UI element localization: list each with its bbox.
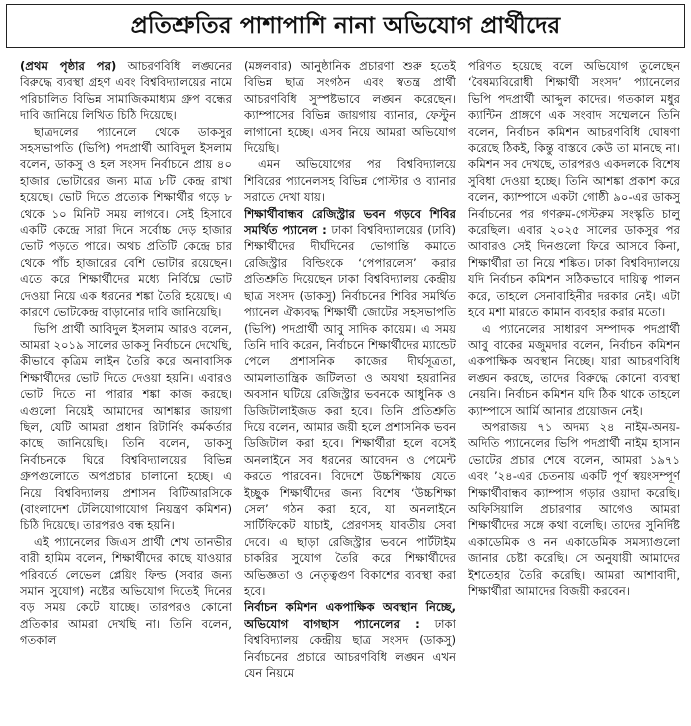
column-1	[20, 58, 232, 722]
paragraph	[244, 206, 456, 600]
paragraph-text: আচরণবিধি লঙ্ঘনের বিরুদ্ধে ব্যবস্থা গ্রহণ এবং বিশ্ববিদ্যালয়ের নামে পরিচালিত বিভিন্ন সামাজিকমাধ্যম গ্রুপ বন্ধের দাবি জানিয়ে লিখিত চিঠি দিয়েছে।	[20, 59, 232, 123]
subheading: শিক্ষার্থীবান্ধব রেজিস্ট্রার ভবন গড়বে শিবির সমর্থিত প্যানেল :	[244, 206, 456, 238]
paragraph	[244, 599, 456, 681]
paragraph: পরিণত হয়েছে বলে অভিযোগ তুলেছেন ‘বৈষম্যবিরোধী শিক্ষার্থী সংসদ’ প্যানেলের ভিপি পদপ্রার্থী আব্দুল কাদের। গতকাল মধুর ক্যান্টিন প্রাঙ্গণে এক সংবাদ সম্মেলনে তিনি বলেন, নির্বাচন কমিশন আচরণবিধি ঘোষণা করেছে ঠিকই, কিন্তু বাস্তবে কেউ তা মানছে না। কমিশন সব দেখছে, তারপরও একদলকে বিশেষ সুবিধা দেওয়া হচ্ছে। তিনি আশঙ্কা প্রকাশ করে বলেন, ক্যাম্পাসে একটা গোষ্ঠী ৯০-এর ডাকসু নির্বাচনের পর গণরুম-গেস্টরুম সংস্কৃতি চালু করেছিল। এবার ২০২৫ সালের ডাকসুর পর আবারও সেই দিনগুলো ফিরে আসবে কিনা, শিক্ষার্থীরা তা নিয়ে শঙ্কিত। ঢাকা বিশ্ববিদ্যালয়ে যদি নির্বাচন কমিশন সঠিকভাবে দায়িত্ব পালন করে, তাহলে সেনাবাহিনীর দরকার নেই। এটা হবে মশা মারতে কামান ব্যবহার করার মতো।	[468, 59, 680, 320]
continuation-lead: (প্রথম পৃষ্ঠার পর)	[20, 59, 117, 73]
column-2	[244, 58, 456, 722]
headline: প্রতিশ্রুতির পাশাপাশি নানা অভিযোগ প্রার্থীদের	[6, 4, 685, 48]
paragraph-text: ঢাকা বিশ্ববিদ্যালয় কেন্দ্রীয় ছাত্র সংসদ (ডাকসু) নির্বাচনের প্রচারে আচরণবিধি লঙ্ঘন এখন যেন নিয়মে	[244, 616, 456, 681]
paragraph: এমন অভিযোগের পর বিশ্ববিদ্যালয়ে শিবিরের প্যানেলসহ বিভিন্ন পোস্টার ও ব্যানার সরাতে দেখা যায়।	[244, 157, 456, 205]
paragraph: অপরাজয় ৭১ অদম্য ২৪ নাইম-অনয়-অদিতি প্যানেলের ভিপি পদপ্রার্থী নাইম হাসান ভোটের প্রচার শেষে বলেন, আমরা ১৯৭১ এবং ’২৪-এর চেতনায় একটি পূর্ণ স্বয়ংসম্পূর্ণ শিক্ষার্থীবান্ধব ক্যাম্পাস গড়ার ওয়াদা করেছি। অফিসিয়ালি প্রচারণার আগেও আমরা শিক্ষার্থীদের সঙ্গে কথা বলেছি। তাদের সুনির্দিষ্ট একাডেমিক ও নন একাডেমিক সমস্যাগুলো জানার চেষ্টা করেছি। সে অনুযায়ী আমাদের ইশতেহার তৈরি করেছি। আমরা আশাবাদী, শিক্ষার্থীরা আমাদের বিজয়ী করবেন।	[468, 419, 680, 598]
paragraph: ছাত্রদলের প্যানেলে থেকে ডাকসুর সহসভাপতি (ভিপি) পদপ্রার্থী আবিদুল ইসলাম বলেন, ডাকসু ও হল সংসদ নির্বাচনে প্রায় ৪০ হাজার ভোটারের জন্য মাত্র ৮টি কেন্দ্র রাখা হয়েছে। ভোট দিতে প্রত্যেক শিক্ষার্থীর গড়ে ৮ থেকে ১০ মিনিট সময় লাগবে। সেই হিসাবে একটি কেন্দ্রে সারা দিনে সর্বোচ্চ দেড় হাজার ভোট পড়তে পারে। অথচ প্রতিটি কেন্দ্রে চার থেকে পাঁচ হাজারের বেশি ভোটার রয়েছেন। এতে করে শিক্ষার্থীদের মধ্যে নির্বিঘ্নে ভোট দেওয়া নিয়ে এক ধরনের শঙ্কা তৈরি হয়েছে। এ কারণে ভোটকেন্দ্র বাড়ানোর দাবি জানিয়েছি।	[20, 124, 232, 320]
article-columns	[20, 58, 680, 722]
column-3	[468, 58, 680, 722]
subheading: নির্বাচন কমিশন একপাক্ষিক অবস্থান নিচ্ছে, অভিযোগ বাগছাস প্যানেলের :	[244, 600, 456, 631]
paragraph: ভিপি প্রার্থী আবিদুল ইসলাম আরও বলেন, আমরা ২০১৯ সালের ডাকসু নির্বাচনে দেখেছি, কীভাবে কৃত্রিম লাইন তৈরি করে অনাবাসিক শিক্ষার্থীদের ভোট দিতে দেওয়া হয়নি। এবারও ভোট দিতে না পারার শঙ্কা কাজ করছে। এগুলো নিয়েই আমাদের আশঙ্কার জায়গা ছিল, যেটি আমরা প্রধান রিটার্নিং কর্মকর্তার কাছে জানিয়েছি। তিনি বলেন, ডাকসু নির্বাচনকে ঘিরে বিশ্ববিদ্যালয়ের বিভিন্ন গ্রুপগুলোতে অপপ্রচার চালানো হচ্ছে। এ নিয়ে বিশ্ববিদ্যালয় প্রশাসন বিটিআরসিকে (বাংলাদেশ টেলিযোগাযোগ নিয়ন্ত্রণ কমিশন) চিঠি দিয়েছে। তারপরও বন্ধ হয়নি।	[20, 321, 232, 533]
paragraph	[20, 58, 232, 124]
paragraph-text: ঢাকা বিশ্ববিদ্যালয়ের (ঢাবি) শিক্ষার্থীদের দীর্ঘদিনের ভোগান্তি কমাতে রেজিস্ট্রার বিল্ডিংকে ‘পেপারলেস’ করার প্রতিশ্রুতি দিয়েছেন ঢাকা বিশ্ববিদ্যালয় কেন্দ্রীয় ছাত্র সংসদ (ডাকসু) নির্বাচনের শিবির সমর্থিত প্যানেল ঐক্যবদ্ধ শিক্ষার্থী জোটের সহসভাপতি (ভিপি) পদপ্রার্থী আবু সাদিক কায়েম। এ সময় তিনি দাবি করেন, নির্বাচনে শিক্ষার্থীদের ম্যান্ডেট পেলে প্রশাসনিক কাজের দীর্ঘসূত্রতা, আমলাতান্ত্রিক জটিলতা ও অযথা হয়রানির অবসান ঘটিয়ে রেজিস্ট্রার ভবনকে আধুনিক ও ডিজিটালাইজড করা হবে। তিনি প্রতিশ্রুতি দিয়ে বলেন, আমার জয়ী হলে প্রশাসনিক ভবন ডিজিটাল করা হবে। শিক্ষার্থীরা হলে বসেই অনলাইনে সব ধরনের আবেদন ও পেমেন্ট করতে পারবেন। বিদেশে উচ্চশিক্ষায় যেতে ইচ্ছুক শিক্ষার্থীদের জন্য বিশেষ ‘উচ্চশিক্ষা সেল’ গঠন করা হবে, যা অনলাইনে সার্টিফিকেট যাচাই, প্রেরণসহ যাবতীয় সেবা দেবে। এ ছাড়া রেজিস্ট্রার ভবনে পার্টটাইম চাকরির সুযোগ তৈরি করে শিক্ষার্থীদের অভিজ্ঞতা ও নেতৃত্বগুণ বিকাশের ব্যবস্থা করা হবে।	[244, 223, 456, 598]
paragraph: (মঙ্গলবার) আনুষ্ঠানিক প্রচারণা শুরু হতেই বিভিন্ন ছাত্র সংগঠন এবং স্বতন্ত্র প্রার্থী আচরণবিধি সুস্পষ্টভাবে লঙ্ঘন করেছেন। ক্যাম্পাসের বিভিন্ন জায়গায় ব্যানার, ফেস্টুন লাগানো হচ্ছে। এসব নিয়ে আমরা অভিযোগ দিয়েছি।	[244, 59, 456, 156]
paragraph: এই প্যানেলের জিএস প্রার্থী শেখ তানভীর বারী হামিম বলেন, শিক্ষার্থীদের কাছে যাওয়ার পরিবর্তে লেভেল প্লেয়িং ফিল্ড (সবার জন্য সমান সুযোগ) নষ্টের অভিযোগ দিতেই দিনের বড় সময় কেটে যাচ্ছে। তারপরও কোনো প্রতিকার আমরা দেখছি না। তিনি বলেন, গতকাল	[20, 534, 232, 648]
paragraph: এ প্যানেলের সাধারণ সম্পাদক পদপ্রার্থী আবু বাকের মজুমদার বলেন, নির্বাচন কমিশন একপাক্ষিক অবস্থান নিচ্ছে। যারা আচরণবিধি লঙ্ঘন করছে, তাদের বিরুদ্ধে কোনো ব্যবস্থা নেয়নি। নির্বাচন কমিশন যদি ঠিক থাকে তাহলে ক্যাম্পাসে আর্মি আনার প্রয়োজন নেই।	[468, 321, 680, 418]
